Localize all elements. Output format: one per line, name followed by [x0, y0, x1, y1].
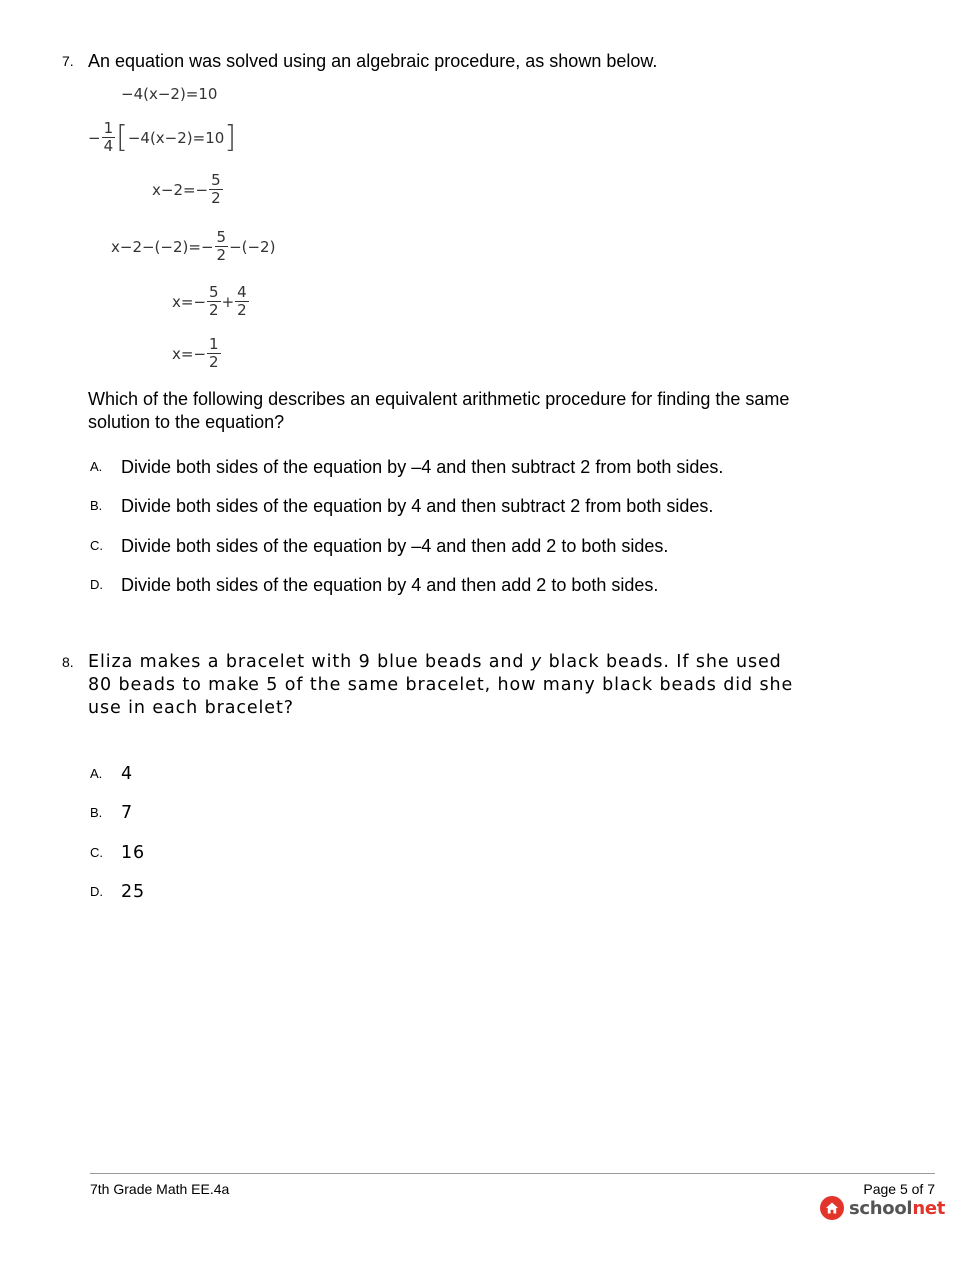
option-letter: A.: [90, 459, 103, 474]
left-bracket: [: [116, 119, 128, 155]
step-2-coefficient: $\frac{1}{4}$: [103, 119, 114, 155]
question-8-stem-line-3: use in each bracelet?: [88, 698, 294, 718]
option-text[interactable]: Divide both sides of the equation by 4 and then add 2 to both sides.: [121, 575, 659, 595]
question-7-prompt-line-2: solution to the equation?: [88, 412, 285, 432]
house-icon: [820, 1196, 844, 1220]
question-7-stem: An equation was solved using an algebraic procedure, as shown below.: [88, 51, 658, 71]
step-3: x−2=− $\frac{5}{2}$: [152, 171, 221, 207]
option-text[interactable]: 4: [121, 764, 134, 784]
step-1-text: −4(x−2)=10: [121, 85, 218, 103]
step-1: [121, 85, 217, 103]
question-7-prompt-line-1: Which of the following describes an equivalent arithmetic procedure for finding the same: [88, 389, 790, 409]
option-text[interactable]: 25: [121, 882, 146, 902]
option-text[interactable]: 16: [121, 843, 146, 863]
footer-divider: [90, 1173, 935, 1174]
question-8-stem-line-1: Eliza makes a bracelet with 9 blue beads and y black beads. If she used: [88, 652, 782, 672]
step-2: − $\frac{1}{4}$ [ −4(x−2)=10 ]: [88, 119, 237, 155]
question-8-number: 8.: [62, 654, 74, 670]
option-letter: C.: [90, 845, 103, 860]
step-4: x−2−(−2)=− $\frac{5}{2}$ −(−2): [111, 228, 276, 264]
house-icon-glyph: [825, 1201, 839, 1215]
schoolnet-logo: [820, 1196, 945, 1220]
step-5: x=− $\frac{5}{2}$ + $\frac{4}{2}$: [172, 283, 247, 319]
logo-wordmark: schoolnet: [849, 1197, 946, 1219]
question-8-stem-line-2: 80 beads to make 5 of the same bracelet, how many black beads did she: [88, 675, 794, 695]
option-letter: A.: [90, 766, 103, 781]
option-text[interactable]: Divide both sides of the equation by –4 and then subtract 2 from both sides.: [121, 457, 724, 477]
option-letter: C.: [90, 538, 103, 553]
option-text[interactable]: Divide both sides of the equation by –4 and then add 2 to both sides.: [121, 536, 669, 556]
option-letter: D.: [90, 577, 103, 592]
variable-y: y: [530, 652, 543, 672]
page-number: Page 5 of 7: [863, 1181, 935, 1197]
right-bracket: ]: [224, 119, 237, 155]
step-2-inner: −4(x−2)=10: [127, 128, 225, 147]
option-letter: D.: [90, 884, 103, 899]
option-letter: B.: [90, 498, 103, 513]
option-text[interactable]: 7: [121, 803, 134, 823]
option-text[interactable]: Divide both sides of the equation by 4 and then subtract 2 from both sides.: [121, 496, 714, 516]
option-letter: B.: [90, 805, 103, 820]
question-7-number: 7.: [62, 53, 74, 69]
footer-title: 7th Grade Math EE.4a: [90, 1181, 230, 1197]
step-6: x=− $\frac{1}{2}$: [172, 335, 219, 371]
